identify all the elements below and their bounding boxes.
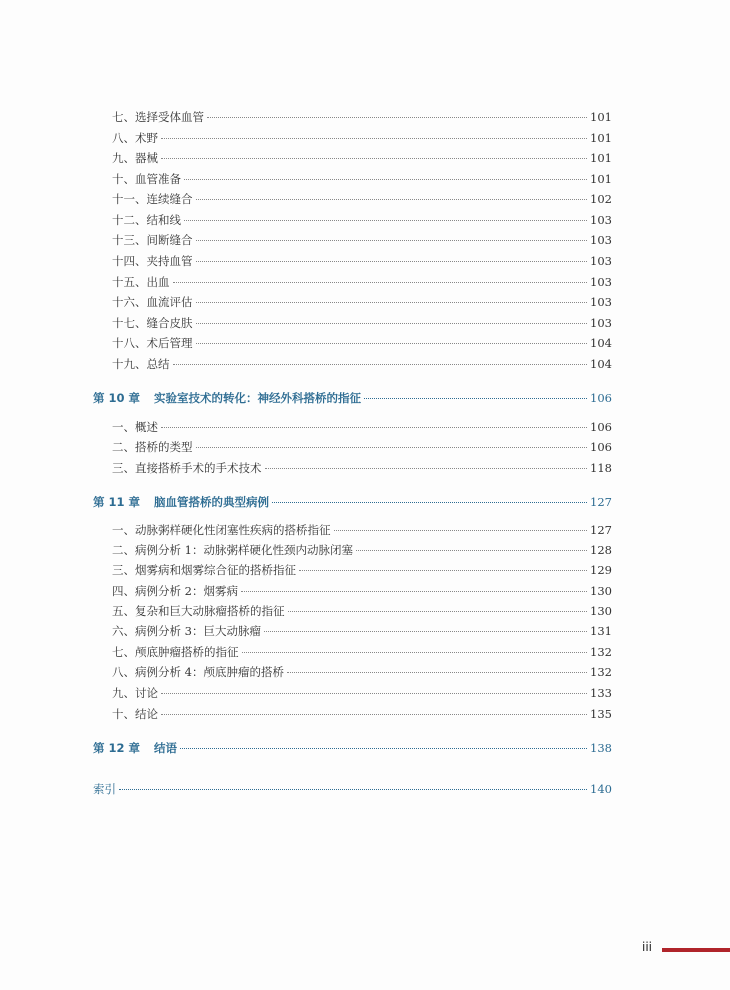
dot-leader — [196, 302, 588, 303]
entry-page: 103 — [590, 295, 612, 309]
toc-entry[interactable] — [0, 356, 612, 372]
entry-page: 129 — [590, 563, 612, 577]
entry-title: 实验室技术的转化：神经外科搭桥的指征 — [154, 391, 362, 405]
dot-leader — [180, 748, 587, 749]
dot-leader — [161, 158, 587, 159]
entry-title: 十六、血流评估 — [112, 295, 193, 309]
entry-page: 106 — [590, 440, 612, 454]
entry-page: 101 — [590, 131, 612, 145]
entry-title: 索引 — [93, 782, 116, 796]
dot-leader — [265, 468, 588, 469]
entry-title: 结语 — [154, 741, 178, 755]
dot-leader — [161, 427, 587, 428]
entry-title: 十、结论 — [112, 707, 158, 721]
toc-entry[interactable] — [0, 583, 612, 599]
chapter-number: 第 10 章 — [93, 391, 141, 405]
toc-entry[interactable] — [0, 130, 612, 146]
dot-leader — [196, 240, 588, 241]
entry-page: 103 — [590, 254, 612, 268]
toc-entry[interactable] — [0, 274, 612, 290]
toc-entry[interactable] — [0, 191, 612, 207]
dot-leader — [196, 199, 588, 200]
toc-entry[interactable] — [0, 664, 612, 680]
entry-title: 三、烟雾病和烟雾综合征的搭桥指征 — [112, 563, 296, 577]
entry-title: 十九、总结 — [112, 357, 170, 371]
dot-leader — [173, 282, 588, 283]
entry-page: 130 — [590, 604, 612, 618]
entry-page: 131 — [590, 624, 612, 638]
entry-title: 十一、连续缝合 — [112, 192, 193, 206]
toc-entry[interactable] — [0, 706, 612, 722]
entry-title: 十、血管准备 — [112, 172, 181, 186]
toc-entry[interactable] — [0, 439, 612, 455]
dot-leader — [356, 550, 587, 551]
toc-entry[interactable] — [0, 522, 612, 538]
entry-title: 五、复杂和巨大动脉瘤搭桥的指征 — [112, 604, 285, 618]
dot-leader — [196, 261, 588, 262]
dot-leader — [196, 447, 588, 448]
toc-entry[interactable] — [0, 150, 612, 166]
entry-page: 132 — [590, 665, 612, 679]
entry-page: 118 — [590, 461, 612, 475]
entry-page: 103 — [590, 275, 612, 289]
entry-title: 十三、间断缝合 — [112, 233, 193, 247]
entry-title: 脑血管搭桥的典型病例 — [154, 495, 270, 509]
entry-title: 七、颅底肿瘤搭桥的指征 — [112, 645, 239, 659]
toc-entry[interactable] — [0, 644, 612, 660]
toc-entry[interactable] — [0, 335, 612, 351]
entry-page: 133 — [590, 686, 612, 700]
entry-title: 四、病例分析 2：烟雾病 — [112, 584, 238, 598]
dot-leader — [288, 611, 588, 612]
toc-entry[interactable] — [0, 232, 612, 248]
decorative-red-bar — [662, 948, 730, 952]
toc-entry[interactable] — [0, 171, 612, 187]
entry-title: 三、直接搭桥手术的手术技术 — [112, 461, 262, 475]
entry-title: 八、病例分析 4：颅底肿瘤的搭桥 — [112, 665, 284, 679]
entry-page: 106 — [590, 420, 612, 434]
toc-index[interactable] — [0, 781, 612, 797]
entry-page: 103 — [590, 316, 612, 330]
entry-page: 127 — [590, 523, 612, 537]
toc-entry[interactable] — [0, 109, 612, 125]
entry-page: 104 — [590, 357, 612, 371]
entry-title: 十八、术后管理 — [112, 336, 193, 350]
dot-leader — [196, 323, 588, 324]
entry-page: 135 — [590, 707, 612, 721]
dot-leader — [173, 364, 588, 365]
entry-page: 101 — [590, 172, 612, 186]
entry-page: 103 — [590, 213, 612, 227]
dot-leader — [184, 179, 587, 180]
toc-entry[interactable] — [0, 253, 612, 269]
toc-entry[interactable] — [0, 603, 612, 619]
dot-leader — [161, 714, 587, 715]
entry-page: 106 — [590, 391, 612, 405]
dot-leader — [184, 220, 587, 221]
entry-title: 十四、夹持血管 — [112, 254, 193, 268]
entry-title: 十七、缝合皮肤 — [112, 316, 193, 330]
dot-leader — [241, 591, 587, 592]
toc-chapter[interactable] — [0, 740, 612, 756]
toc-entry[interactable] — [0, 294, 612, 310]
toc-chapter[interactable] — [0, 494, 612, 510]
toc-chapter[interactable] — [0, 390, 612, 406]
entry-title: 二、搭桥的类型 — [112, 440, 193, 454]
entry-page: 101 — [590, 110, 612, 124]
page-number: iii — [642, 940, 653, 954]
entry-page: 132 — [590, 645, 612, 659]
dot-leader — [196, 343, 588, 344]
toc-entry[interactable] — [0, 623, 612, 639]
entry-page: 140 — [590, 782, 612, 796]
dot-leader — [364, 398, 587, 399]
chapter-number: 第 12 章 — [93, 741, 141, 755]
entry-page: 130 — [590, 584, 612, 598]
entry-page: 128 — [590, 543, 612, 557]
dot-leader — [287, 672, 587, 673]
dot-leader — [272, 502, 587, 503]
toc-entry[interactable] — [0, 419, 612, 435]
entry-page: 102 — [590, 192, 612, 206]
dot-leader — [264, 631, 587, 632]
dot-leader — [242, 652, 588, 653]
entry-page: 101 — [590, 151, 612, 165]
entry-title: 十五、出血 — [112, 275, 170, 289]
entry-title: 六、病例分析 3：巨大动脉瘤 — [112, 624, 261, 638]
entry-title: 一、动脉粥样硬化性闭塞性疾病的搭桥指征 — [112, 523, 331, 537]
entry-page: 138 — [590, 741, 612, 755]
dot-leader — [334, 530, 588, 531]
entry-title: 一、概述 — [112, 420, 158, 434]
entry-title: 九、器械 — [112, 151, 158, 165]
entry-page: 103 — [590, 233, 612, 247]
entry-page: 104 — [590, 336, 612, 350]
toc-entry[interactable] — [0, 542, 612, 558]
entry-title: 八、术野 — [112, 131, 158, 145]
toc-entry[interactable] — [0, 315, 612, 331]
toc-entry[interactable] — [0, 212, 612, 228]
dot-leader — [161, 693, 587, 694]
toc-entry[interactable] — [0, 685, 612, 701]
chapter-number: 第 11 章 — [93, 495, 141, 509]
toc-entry[interactable] — [0, 460, 612, 476]
dot-leader — [161, 138, 587, 139]
entry-title: 九、讨论 — [112, 686, 158, 700]
dot-leader — [299, 570, 587, 571]
dot-leader — [207, 117, 587, 118]
entry-title: 二、病例分析 1：动脉粥样硬化性颈内动脉闭塞 — [112, 543, 353, 557]
entry-title: 十二、结和线 — [112, 213, 181, 227]
entry-title: 七、选择受体血管 — [112, 110, 204, 124]
dot-leader — [119, 789, 587, 790]
toc-entry[interactable] — [0, 562, 612, 578]
entry-page: 127 — [590, 495, 612, 509]
